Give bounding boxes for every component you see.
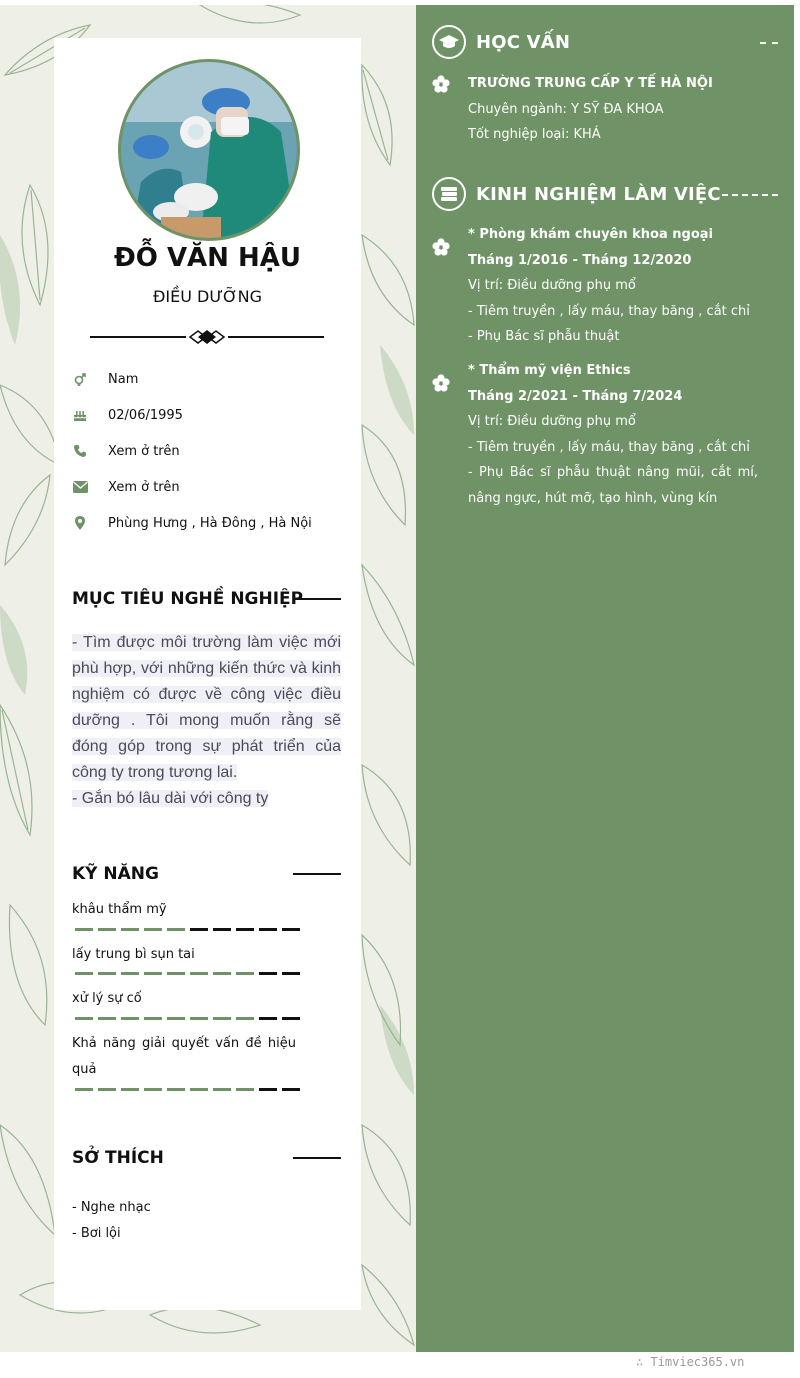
skill-segment-filled	[144, 972, 162, 975]
position: Vị trí: Điều dưỡng phụ mổ	[468, 414, 636, 429]
avatar	[118, 59, 300, 241]
skill-segment-filled	[144, 1017, 162, 1020]
map-marker-icon	[72, 515, 88, 531]
address-row	[72, 513, 312, 533]
objective-heading: MỤC TIÊU NGHỀ NGHIỆP	[72, 589, 304, 609]
address-value: Phùng Hưng , Hà Đông , Hà Nội	[108, 515, 312, 531]
skill-name: xử lý sự cố	[72, 991, 142, 1006]
duty: - Tiêm truyền , lấy máu, thay băng , cắt chỉ	[468, 439, 750, 455]
hobby-item: - Nghe nhạc	[72, 1200, 151, 1215]
skill-segment-empty	[236, 928, 254, 931]
birthday-cake-icon	[72, 407, 88, 423]
skill-segment-filled	[213, 1088, 231, 1091]
education-dash	[760, 42, 778, 44]
duty: - Phụ Bác sĩ phẫu thuật nâng mũi, cắt mí, nâng ngực, hút mỡ, tạo hình, vùng kín	[468, 465, 758, 506]
skill-name: Khả năng giải quyết vấn đề hiệu quả	[72, 1036, 296, 1077]
gender-icon	[72, 371, 88, 387]
skill-segment-filled	[190, 1017, 208, 1020]
phone-value: Xem ở trên	[108, 443, 180, 459]
skill-segment-empty	[259, 972, 277, 975]
ornament-divider	[90, 330, 324, 344]
experience-entry	[468, 222, 758, 350]
skill-segment-empty	[190, 928, 208, 931]
objective-heading-line	[293, 598, 341, 600]
skill-segment-empty	[259, 928, 277, 931]
gender-value: Nam	[108, 371, 139, 387]
watermark: ∴ Timviec365.vn	[636, 1355, 745, 1369]
email-row	[72, 477, 180, 497]
skill-segment-filled	[213, 1017, 231, 1020]
right-column	[416, 5, 794, 1352]
skill-segment-filled	[98, 1017, 116, 1020]
education-title: HỌC VẤN	[476, 31, 571, 53]
education-entry	[468, 71, 758, 148]
birthday-value: 02/06/1995	[108, 407, 183, 423]
skill-name: lấy trung bì sụn tai	[72, 947, 195, 962]
duty: - Phụ Bác sĩ phẫu thuật	[468, 329, 620, 344]
education-heading	[432, 25, 570, 59]
skill-segment-filled	[121, 1017, 139, 1020]
company: * Thẩm mỹ viện Ethics	[468, 363, 631, 378]
experience-title: KINH NGHIỆM LÀM VIỆC	[476, 183, 721, 205]
books-icon	[432, 177, 466, 211]
skill-segment-filled	[75, 1088, 93, 1091]
skill-segment-filled	[98, 1088, 116, 1091]
skill-segment-filled	[167, 928, 185, 931]
skill-segment-filled	[98, 972, 116, 975]
skill-segment-empty	[282, 928, 300, 931]
skill-segment-filled	[167, 1017, 185, 1020]
skill-segment-empty	[282, 1017, 300, 1020]
objective-text	[72, 630, 341, 812]
hobby-item: - Bơi lội	[72, 1226, 121, 1241]
skill-segment-filled	[236, 972, 254, 975]
skill-segment-empty	[282, 1088, 300, 1091]
surgery-photo	[121, 62, 297, 238]
major: Chuyên ngành: Y SỸ ĐA KHOA	[468, 101, 664, 117]
skill-segment-filled	[121, 1088, 139, 1091]
skill-bar	[75, 1088, 300, 1091]
email-value: Xem ở trên	[108, 479, 180, 495]
skills-heading: KỸ NĂNG	[72, 864, 159, 884]
gender-row	[72, 369, 138, 389]
skill-segment-filled	[121, 928, 139, 931]
skill-segment-empty	[259, 1088, 277, 1091]
skill-segment-filled	[236, 1017, 254, 1020]
skill-segment-filled	[213, 972, 231, 975]
skill-segment-filled	[75, 972, 93, 975]
duty: - Tiêm truyền , lấy máu, thay băng , cắt chỉ	[468, 303, 750, 319]
skill-segment-filled	[190, 972, 208, 975]
phone-row	[72, 441, 180, 461]
skill-name: khâu thẩm mỹ	[72, 902, 167, 917]
position: Vị trí: Điều dưỡng phụ mổ	[468, 278, 636, 293]
skill-bar	[75, 972, 300, 975]
skill-segment-empty	[282, 972, 300, 975]
skill-segment-empty	[213, 928, 231, 931]
objective-line-2: - Gắn bó lâu dài với công ty	[72, 790, 269, 807]
skill-segment-empty	[259, 1017, 277, 1020]
candidate-name: ĐỖ VĂN HẬU	[114, 243, 301, 273]
phone-icon	[72, 443, 88, 459]
hobbies-heading-line	[293, 1157, 341, 1159]
objective-line-1: - Tìm được môi trường làm việc mới phù hợp, với những kiến thức và kinh nghiệm có được về công việc điều dưỡng . Tôi mong muốn rằng sẽ đóng góp trong sự phát triển của công ty trong tương lai.	[72, 634, 341, 781]
flower-bullet-icon	[432, 374, 450, 392]
skill-segment-filled	[190, 1088, 208, 1091]
grade: Tốt nghiệp loại: KHÁ	[468, 127, 601, 142]
skill-segment-filled	[236, 1088, 254, 1091]
skill-segment-filled	[75, 1017, 93, 1020]
experience-heading	[432, 177, 721, 211]
skill-segment-filled	[167, 972, 185, 975]
hobbies-heading: SỞ THÍCH	[72, 1148, 164, 1168]
job-title: ĐIỀU DƯỠNG	[152, 287, 263, 306]
skill-segment-filled	[144, 928, 162, 931]
period: Tháng 2/2021 - Tháng 7/2024	[468, 388, 683, 404]
skill-segment-filled	[75, 928, 93, 931]
school-name: TRƯỜNG TRUNG CẤP Y TẾ HÀ NỘI	[468, 76, 713, 91]
skill-bar	[75, 1017, 300, 1020]
envelope-icon	[72, 479, 88, 495]
skill-bar	[75, 928, 300, 931]
skill-segment-filled	[121, 972, 139, 975]
skill-segment-filled	[98, 928, 116, 931]
graduation-cap-icon	[432, 25, 466, 59]
birthday-row	[72, 405, 183, 425]
period: Tháng 1/2016 - Tháng 12/2020	[468, 252, 692, 268]
skill-segment-filled	[167, 1088, 185, 1091]
experience-entry	[468, 358, 758, 511]
skill-segment-filled	[144, 1088, 162, 1091]
company: * Phòng khám chuyên khoa ngoại	[468, 227, 714, 242]
experience-dash	[722, 194, 778, 196]
flower-bullet-icon	[432, 75, 450, 93]
flower-bullet-icon	[432, 238, 450, 256]
skills-heading-line	[293, 873, 341, 875]
